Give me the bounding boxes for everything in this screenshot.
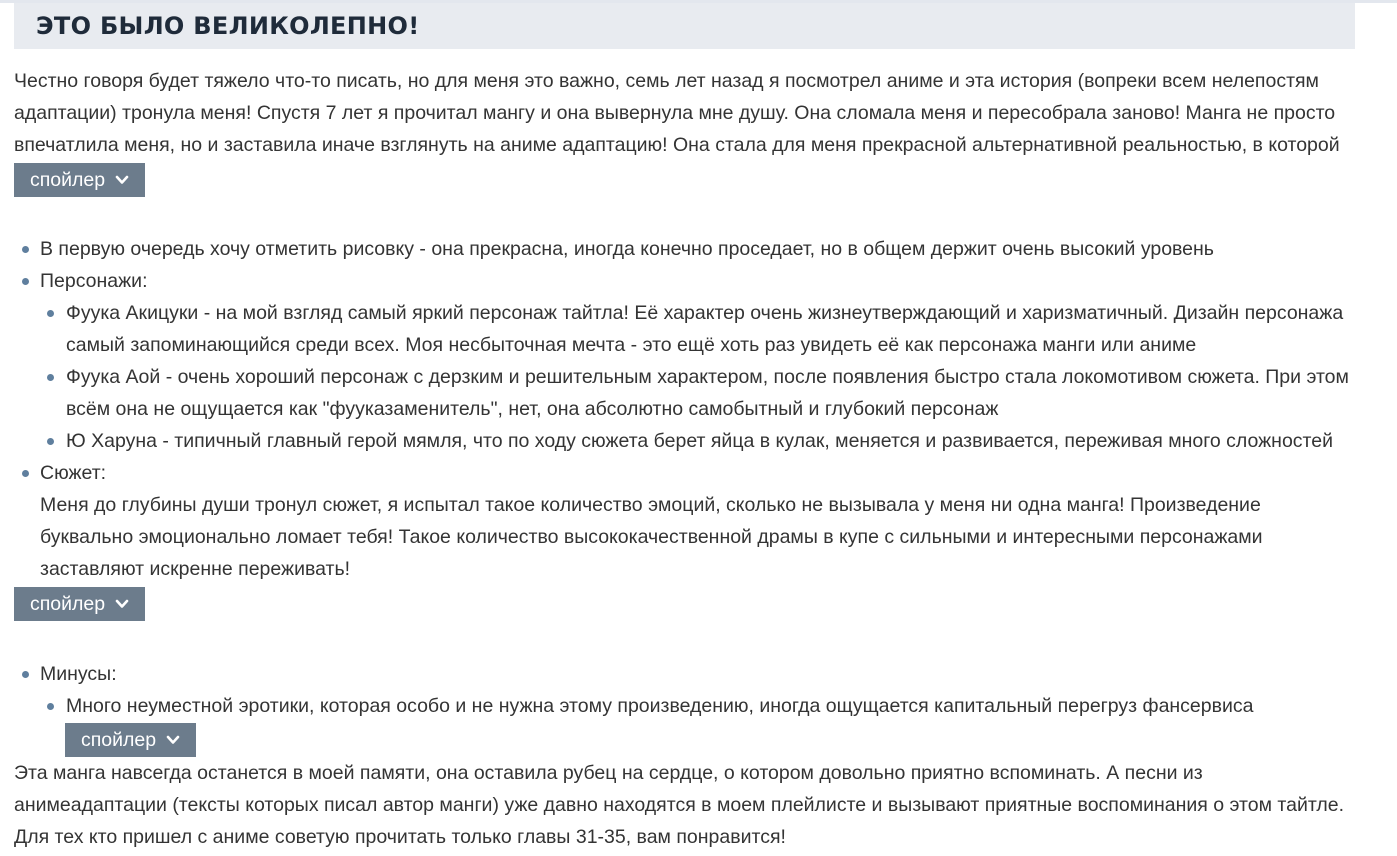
chevron-down-icon <box>115 599 129 609</box>
character-text: Фуука Акицуки - на мой взгляд самый яркий персонаж тайтла! Её характер очень жизнеутверждающий и харизматичный. Дизайн персонажа самый запоминающийся среди всех. Моя несбыточная мечта - это ещё хоть раз увидеть её как персонажа манги или аниме <box>66 302 1344 356</box>
review-body <box>14 3 1355 853</box>
cons-item <box>14 690 1355 722</box>
bullet <box>22 246 29 253</box>
spoiler-label: спойлер <box>30 592 106 615</box>
bullet <box>22 278 29 285</box>
bullet <box>47 310 54 317</box>
character-text: Ю Харуна - типичный главный герой мямля, что по ходу сюжета берет яйца в кулак, меняется и развивается, переживая много сложностей <box>66 430 1333 452</box>
character-text: Фуука Аой - очень хороший персонаж с дерзким и решительным характером, после появления быстро стала локомотивом сюжета. При этом всём она не ощущается как "фууказаменитель", нет, она абсолютно самобытный и глубокий персонаж <box>66 366 1349 420</box>
cons-list <box>14 658 1355 722</box>
bullet <box>47 438 54 445</box>
bullet <box>47 703 54 710</box>
chevron-down-icon <box>115 175 129 185</box>
characters-heading: Персонажи: <box>40 270 148 292</box>
character-item <box>14 361 1355 425</box>
review-title: ЭТО БЫЛО ВЕЛИКОЛЕПНО! <box>36 12 420 40</box>
plot-heading: Сюжет: <box>40 462 107 484</box>
bullet <box>22 671 29 678</box>
intro-paragraph: Честно говоря будет тяжело что-то писать, но для меня это важно, семь лет назад я посмотрел аниме и эта история (вопреки всем нелепостям адаптации) тронула меня! Спустя 7 лет я прочитал мангу и она вывернула мне душу. Она сломала меня и пересобрала заново! Манга не просто впечатлила меня, но и заставила иначе взглянуть на аниме адаптацию! Она стала для меня прекрасной альтернативной реальностью, в которой <box>14 70 1340 156</box>
cons-heading: Минусы: <box>40 663 117 685</box>
spoiler-button-intro[interactable] <box>14 163 145 197</box>
review-header <box>14 3 1355 49</box>
bullet <box>47 374 54 381</box>
character-item <box>14 425 1355 457</box>
chevron-down-icon <box>166 735 180 745</box>
bullet <box>22 470 29 477</box>
list-item-characters <box>14 265 1355 297</box>
art-text: В первую очередь хочу отметить рисовку - она прекрасна, иногда конечно проседает, но в общем держит очень высокий уровень <box>40 238 1214 260</box>
character-item <box>14 297 1355 361</box>
list-item-plot <box>14 457 1355 489</box>
cons-text: Много неуместной эротики, которая особо и не нужна этому произведению, иногда ощущается капитальный перегруз фансервиса <box>66 695 1254 717</box>
spoiler-label: спойлер <box>30 168 106 191</box>
spoiler-button-cons[interactable] <box>65 723 196 757</box>
list-item-art <box>14 233 1355 265</box>
main-list <box>14 233 1355 489</box>
list-item-cons <box>14 658 1355 690</box>
spoiler-button-plot[interactable] <box>14 587 145 621</box>
spoiler-label: спойлер <box>81 728 157 751</box>
plot-paragraph: Меня до глубины души тронул сюжет, я испытал такое количество эмоций, сколько не вызывала у меня ни одна манга! Произведение буквально эмоционально ломает тебя! Такое количество высококачественной драмы в купе с сильными и интересными персонажами заставляют искренне переживать! <box>40 494 1263 580</box>
outro-paragraph: Эта манга навсегда останется в моей памяти, она оставила рубец на сердце, о котором довольно приятно вспоминать. А песни из анимеадаптации (тексты которых писал автор манги) уже давно находятся в моем плейлисте и вызывают приятные воспоминания о этом тайтле. Для тех кто пришел с аниме советую прочитать только главы 31-35, вам понравится! <box>14 762 1345 848</box>
